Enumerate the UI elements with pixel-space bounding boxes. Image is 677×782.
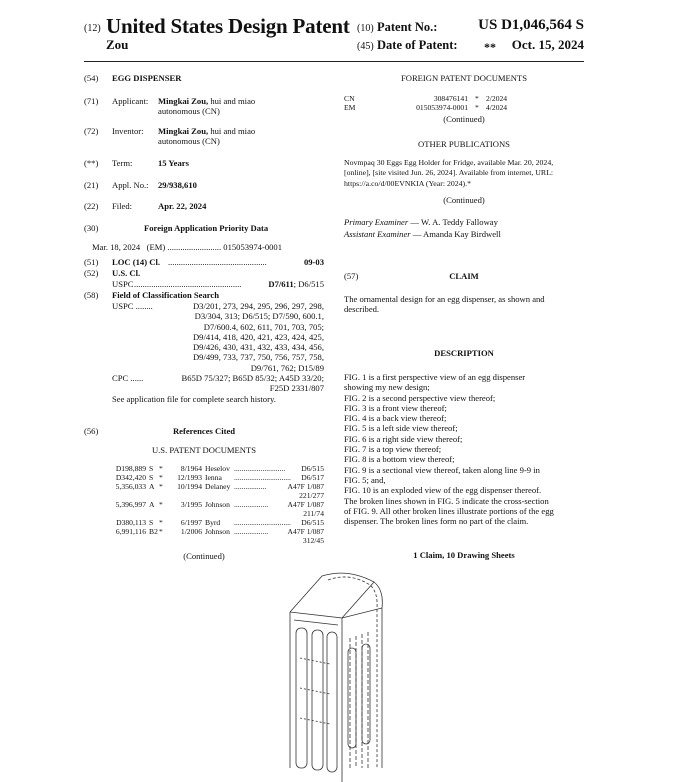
us-patent-name: Heselov <box>205 464 230 473</box>
us-patent-date: 8/1964 <box>180 464 202 473</box>
us-patent-name: Delaney <box>205 482 231 491</box>
code-45: (45) <box>357 41 374 52</box>
field-line: D3/201, 273, 294, 295, 296, 297, 298, <box>192 301 324 311</box>
uspc-dots: .................................................. <box>134 279 242 289</box>
us-patent-kind: B2 <box>149 527 158 536</box>
cpc-prefix: CPC ...... <box>112 373 144 383</box>
us-patent-number: D380,113 <box>116 518 146 527</box>
field-line: D7/600.4, 602, 611, 701, 703, 705; <box>203 321 324 332</box>
us-patent-name: Johnson <box>205 500 230 509</box>
description-line: FIG. 5 is a left side view thereof; <box>344 423 458 434</box>
description-line: FIG. 6 is a right side view thereof; <box>344 433 463 444</box>
foreign-docs-title: FOREIGN PATENT DOCUMENTS <box>400 73 528 83</box>
other-pub-line: https://a.co/d/00EVNKIA (Year: 2024).* <box>344 178 471 188</box>
loc-label: LOC (14) Cl. <box>112 257 160 267</box>
description-line: FIG. 10 is an exploded view of the egg dispenser thereof. <box>344 485 542 496</box>
priority-code: (30) <box>84 223 99 233</box>
us-patent-class: A47F 1/087 <box>287 500 324 509</box>
us-docs-title: U.S. PATENT DOCUMENTS <box>151 445 257 455</box>
inventor-code: (72) <box>84 126 99 136</box>
cpc-list <box>154 373 324 394</box>
us-patent-number: 5,356,033 <box>115 482 146 491</box>
us-patent-star: * <box>159 500 163 509</box>
field-line: D9/499, 733, 737, 750, 756, 757, 758, <box>192 352 324 363</box>
us-patent-class: A47F 1/087 <box>287 482 324 491</box>
us-patent-kind: A <box>149 482 155 491</box>
inventor-value: Mingkai Zou, hui and miao <box>158 126 256 136</box>
foreign-country: CN <box>344 94 355 103</box>
uspc-label: USPC <box>112 279 134 289</box>
filed-code: (22) <box>84 201 99 211</box>
us-patent-number: 5,396,997 <box>115 500 146 509</box>
priority-line: Mar. 18, 2024 (EM) ......................... 015053974-0001 <box>92 242 283 252</box>
us-patent-class: D6/515 <box>301 518 324 527</box>
uspc-value: D7/611; D6/515 <box>268 279 324 289</box>
description-line: FIG. 2 is a second perspective view thereof; <box>344 392 496 403</box>
description-line: FIG. 8 is a bottom view thereof; <box>344 454 455 465</box>
field-line: D3/304, 313; D6/515; D7/590, 600.1, <box>194 311 324 322</box>
description-line: dispenser. The broken lines form no part of the claim. <box>344 516 529 527</box>
us-patent-dots: ........................... <box>234 464 286 473</box>
inventor-surname: Zou <box>106 37 129 52</box>
us-patent-star: * <box>159 464 163 473</box>
other-publications-title: OTHER PUBLICATIONS <box>418 139 510 149</box>
applicant-value: Mingkai Zou, hui and miao <box>158 96 256 106</box>
description-line: FIG. 4 is a back view thereof; <box>344 413 447 424</box>
filed-date: Apr. 22, 2024 <box>158 201 207 211</box>
term-value: 15 Years <box>158 158 189 168</box>
foreign-continued: (Continued) <box>443 114 485 124</box>
references-title: References Cited <box>172 426 236 436</box>
us-patent-number: D198,889 <box>115 464 146 473</box>
patent-number: US D1,046,564 S <box>478 17 584 33</box>
refs-code: (56) <box>84 426 99 436</box>
priority-title: Foreign Application Priority Data <box>144 223 269 233</box>
date-stars: ** <box>484 40 496 54</box>
claim-line: The ornamental design for an egg dispenser, as shown and <box>344 294 545 304</box>
applicant-location: autonomous (CN) <box>158 106 220 116</box>
field-line: D9/426, 430, 431, 432, 433, 434, 456, <box>192 342 324 353</box>
claim-text <box>344 294 584 315</box>
us-patent-dots: .............................. <box>234 473 291 482</box>
us-patent-dots: .............................. <box>234 518 291 527</box>
inventor-location: autonomous (CN) <box>158 136 220 146</box>
us-patent-date: 10/1994 <box>177 482 202 491</box>
cpc-line: F25D 2331/807 <box>269 383 324 394</box>
us-patent-dots: ................. <box>234 482 267 491</box>
other-publication <box>344 158 584 189</box>
term-code: (**) <box>84 158 99 168</box>
appl-label: Appl. No.: <box>112 180 149 190</box>
field-uspc-prefix: USPC ........ <box>112 301 153 311</box>
us-patent-number: D342,420 <box>115 473 146 482</box>
term-label: Term: <box>112 158 133 168</box>
us-patent-dots: .................. <box>234 500 269 509</box>
applicant-label: Applicant: <box>112 96 149 106</box>
foreign-date: 4/2024 <box>486 103 508 112</box>
foreign-star: * <box>475 94 479 103</box>
claim-code: (57) <box>344 271 359 281</box>
code-10: (10) <box>357 23 374 34</box>
us-patent-class: D6/515 <box>301 464 324 473</box>
field-code: (58) <box>84 290 99 300</box>
us-patent-date: 6/1997 <box>180 518 202 527</box>
description-line: FIG. 3 is a front view thereof; <box>344 402 447 413</box>
foreign-star: * <box>475 103 479 112</box>
us-patent-dots: .................. <box>234 527 269 536</box>
foreign-number: 308476141 <box>433 94 468 103</box>
foreign-date: 2/2024 <box>486 94 508 103</box>
left-column <box>84 70 324 570</box>
description-line: The broken lines shown in FIG. 5 indicate the cross-section <box>344 495 549 506</box>
us-patent-date: 3/1995 <box>180 500 202 509</box>
uscl-label: U.S. Cl. <box>112 268 141 278</box>
title-code: (54) <box>84 73 99 83</box>
primary-examiner: Primary Examiner — W. A. Teddy Falloway <box>344 217 498 227</box>
us-patent-star: * <box>159 518 163 527</box>
filed-label: Filed: <box>112 201 133 211</box>
claim-line: described. <box>344 304 380 315</box>
description-line: FIG. 9 is a sectional view thereof, taken along line 9-9 in <box>344 464 540 475</box>
us-patent-name: Byrd <box>205 518 221 527</box>
us-patent-class-secondary: 312/45 <box>302 536 324 545</box>
references-continued: (Continued) <box>183 551 225 561</box>
other-continued: (Continued) <box>443 195 485 205</box>
us-patent-star: * <box>159 527 163 536</box>
other-pub-line: Novmpaq 30 Eggs Egg Holder for Fridge, available Mar. 20, 2024, <box>344 158 554 167</box>
assistant-examiner: Assistant Examiner — Amanda Kay Birdwell <box>344 229 501 239</box>
field-line: D9/761, 762; D15/89 <box>250 362 324 373</box>
appl-code: (21) <box>84 180 99 190</box>
loc-dots: .............................................. <box>168 257 267 267</box>
claim-title: CLAIM <box>449 271 479 281</box>
us-patent-kind: S <box>149 473 154 482</box>
uscl-code: (52) <box>84 268 99 278</box>
us-patent-name: Ienna <box>205 473 222 482</box>
description-title: DESCRIPTION <box>434 348 494 358</box>
date-label: Date of Patent: <box>377 38 458 52</box>
us-patent-star: * <box>159 473 163 482</box>
appl-number: 29/938,610 <box>158 180 197 190</box>
us-patent-class-secondary: 221/277 <box>299 491 324 500</box>
us-patent-class: D6/517 <box>301 473 324 482</box>
description-line: showing my new design; <box>344 382 430 393</box>
see-application-note: See application file for complete search history. <box>112 394 276 404</box>
description-line: FIG. 1 is a first perspective view of an egg dispenser <box>344 372 526 382</box>
foreign-number: 015053974-0001 <box>416 103 468 112</box>
patent-no-label: Patent No.: <box>377 20 438 34</box>
us-patent-class-secondary: 211/74 <box>303 509 324 518</box>
description-line: FIG. 7 is a top view thereof; <box>344 444 442 455</box>
us-patent-class: A47F 1/087 <box>287 527 324 536</box>
us-patent-kind: A <box>149 500 155 509</box>
cpc-line: B65D 75/327; B65D 85/32; A45D 33/20; <box>181 373 324 383</box>
loc-code: (51) <box>84 257 99 267</box>
description-text <box>344 372 584 526</box>
design-title: EGG DISPENSER <box>112 73 182 83</box>
code-12: (12) <box>84 23 101 34</box>
egg-dispenser-drawing <box>270 568 410 782</box>
loc-value: 09-03 <box>303 257 324 267</box>
us-patent-kind: S <box>149 518 154 527</box>
foreign-country: EM <box>344 103 356 112</box>
date-of-patent: Oct. 15, 2024 <box>511 37 584 52</box>
applicant-code: (71) <box>84 96 99 106</box>
us-patent-name: Johnson <box>205 527 230 536</box>
us-patent-date: 12/1993 <box>177 473 202 482</box>
header-rule <box>84 61 584 62</box>
description-line: FIG. 5; and, <box>344 474 386 485</box>
field-list <box>164 301 324 373</box>
other-pub-line: [online], [site visited Jun. 26, 2024]. Available from internet, URL: <box>344 168 554 178</box>
field-label: Field of Classification Search <box>112 290 220 300</box>
field-line: D9/414, 418, 420, 421, 423, 424, 425, <box>192 331 324 342</box>
inventor-label: Inventor: <box>112 126 144 136</box>
description-line: of FIG. 9. All other broken lines illustrate portions of the egg <box>344 505 554 516</box>
us-patent-date: 1/2006 <box>180 527 202 536</box>
us-patent-star: * <box>159 482 163 491</box>
claims-sheets: 1 Claim, 10 Drawing Sheets <box>413 550 515 560</box>
right-column <box>344 70 584 570</box>
document-type: United States Design Patent <box>106 14 350 38</box>
us-patent-number: 6,991,116 <box>115 527 146 536</box>
us-patent-kind: S <box>149 464 154 473</box>
